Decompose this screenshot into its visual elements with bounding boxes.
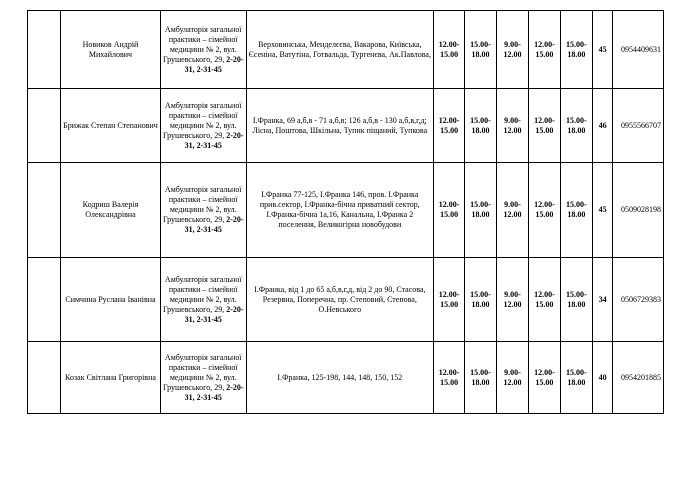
clinic-phones: 2-20-31, 2-31-45 (184, 382, 244, 402)
doctor-name: Козак Світлана Григорівна (60, 342, 160, 414)
reception-time: 15.00-18.00 (560, 258, 592, 342)
doctor-phone: 0954201885 (613, 342, 664, 414)
clinic-text: Амбулаторія загальної практики – сімейної медицини № 2, вул. Грушевського, 29, (162, 24, 242, 64)
row-number-cell (28, 342, 61, 414)
patient-count: 40 (592, 342, 613, 414)
clinic-text: Амбулаторія загальної практики – сімейної медицини № 2, вул. Грушевського, 29, (162, 352, 242, 392)
clinic-address (160, 258, 246, 342)
table-row (28, 258, 664, 342)
clinic-phones: 2-20-31, 2-31-45 (184, 215, 244, 234)
reception-time: 15.00-18.00 (465, 89, 497, 163)
table-row (28, 89, 664, 163)
row-number-cell (28, 163, 61, 258)
clinic-text: Амбулаторія загальної практики – сімейної медицини № 2, вул. Грушевського, 29, (162, 100, 242, 140)
reception-time: 9.00-12.00 (496, 163, 528, 258)
doctor-name: Симчина Руслана Іванівна (60, 258, 160, 342)
reception-time: 12.00-15.00 (528, 258, 560, 342)
doctor-name: Новиков Андрій Михайлович (60, 11, 160, 89)
served-streets: Верховинська, Менделєєва, Вакарова, Київська, Єсеніна, Ватутіна, Готвальда, Тургенєва, Ак.Павлова, (246, 11, 434, 89)
table-body (28, 11, 664, 414)
doctor-phone: 0509028198 (613, 163, 664, 258)
reception-time: 12.00-15.00 (434, 258, 465, 342)
reception-time: 12.00-15.00 (434, 342, 465, 414)
reception-time: 9.00-12.00 (496, 89, 528, 163)
doctor-phone: 0955566707 (613, 89, 664, 163)
served-streets: І.Франка, 125-198, 144, 148, 150, 152 (246, 342, 434, 414)
row-number-cell (28, 89, 61, 163)
reception-time: 15.00-18.00 (465, 163, 497, 258)
served-streets: І.Франка 77-125, І.Франка 146, пров. І.Франка прив.сектор, І.Франка-бічна приватний сектор, І.Франка-бічна 1а,16, Канальна, І.Франка 2 поселення, Великогірна новобудови (246, 163, 434, 258)
served-streets: І.Франка, від 1 до 65 а,б,в,г,д, від 2 до 90, Стасова, Резервна, Поперечна, пр. Степовий, Степова, О.Невського (246, 258, 434, 342)
patient-count: 46 (592, 89, 613, 163)
clinic-address (160, 342, 246, 414)
reception-time: 15.00-18.00 (560, 342, 592, 414)
reception-time: 15.00-18.00 (560, 163, 592, 258)
clinic-text: Амбулаторія загальної практики – сімейної медицини № 2, вул. Грушевського, 29, (162, 274, 242, 314)
row-number-cell (28, 11, 61, 89)
reception-time: 12.00-15.00 (434, 163, 465, 258)
reception-time: 15.00-18.00 (560, 11, 592, 89)
reception-time: 12.00-15.00 (528, 163, 560, 258)
reception-time: 15.00-18.00 (465, 342, 497, 414)
doctor-name: Кодриш Валерія Олександрівна (60, 163, 160, 258)
table-row (28, 11, 664, 89)
table-row (28, 342, 664, 414)
clinic-address (160, 163, 246, 258)
reception-time: 15.00-18.00 (465, 258, 497, 342)
table-row (28, 163, 664, 258)
row-number-cell (28, 258, 61, 342)
patient-count: 45 (592, 163, 613, 258)
doctor-name: Брижак Степан Степанович (60, 89, 160, 163)
served-streets: І.Франка, 69 а,б,в - 71 а,б,в; 126 а,б,в - 130 а,б,в,г,д; Лісна, Поштова, Шкільна, Тупик піщаний, Тупкова (246, 89, 434, 163)
reception-time: 12.00-15.00 (434, 89, 465, 163)
reception-time: 12.00-15.00 (528, 11, 560, 89)
patient-count: 45 (592, 11, 613, 89)
clinic-text: Амбулаторія загальної практики – сімейної медицини № 2, вул. Грушевського, 29, (162, 185, 242, 224)
clinic-phones: 2-20-31, 2-31-45 (184, 54, 244, 74)
reception-time: 15.00-18.00 (560, 89, 592, 163)
reception-time: 12.00-15.00 (528, 342, 560, 414)
doctor-phone: 0506729383 (613, 258, 664, 342)
reception-time: 12.00-15.00 (434, 11, 465, 89)
reception-time: 15.00-18.00 (465, 11, 497, 89)
clinic-address (160, 11, 246, 89)
clinic-phones: 2-20-31, 2-31-45 (184, 304, 244, 324)
reception-time: 9.00-12.00 (496, 258, 528, 342)
clinic-phones: 2-20-31, 2-31-45 (184, 130, 244, 150)
patient-count: 34 (592, 258, 613, 342)
reception-time: 12.00-15.00 (528, 89, 560, 163)
clinic-address (160, 89, 246, 163)
reception-time: 9.00-12.00 (496, 342, 528, 414)
schedule-table (27, 10, 664, 414)
reception-time: 9.00-12.00 (496, 11, 528, 89)
doctor-phone: 0954409631 (613, 11, 664, 89)
